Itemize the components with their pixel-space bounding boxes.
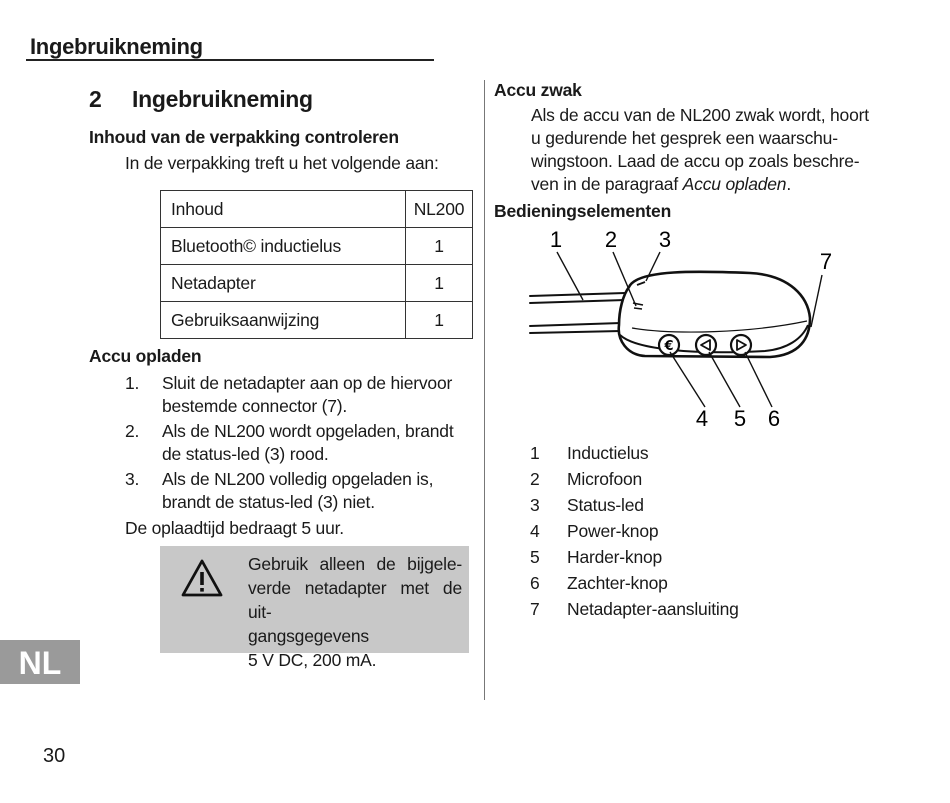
list-item xyxy=(530,521,739,547)
section-title: Ingebruikneming xyxy=(132,86,313,112)
legend-label: Power-knop xyxy=(567,521,659,541)
legend-label: Microfoon xyxy=(567,469,643,489)
legend-number: 4 xyxy=(530,521,540,541)
cross-reference: Accu opladen xyxy=(682,174,787,194)
legend-label: Netadapter-aansluiting xyxy=(567,599,739,619)
callout-label: 1 xyxy=(549,227,563,252)
warning-line: Gebruik alleen de bijgele- xyxy=(248,554,462,574)
battery-low-heading: Accu zwak xyxy=(494,80,582,100)
step-number: 1. xyxy=(125,373,140,393)
contents-intro: In de verpakking treft u het volgende aan: xyxy=(125,153,439,173)
legend-label: Zachter-knop xyxy=(567,573,668,593)
table-cell-qty: 1 xyxy=(406,265,473,302)
warning-line: gangsgegevens xyxy=(248,626,369,646)
callout-label: 2 xyxy=(604,227,618,252)
table-cell-qty: 1 xyxy=(406,302,473,339)
table-row xyxy=(161,265,473,302)
list-item xyxy=(530,443,739,469)
section-number: 2 xyxy=(89,86,102,112)
paragraph-line: Als de accu van de NL200 zwak wordt, hoort xyxy=(531,105,869,125)
callout-label: 3 xyxy=(658,227,672,252)
induction-loop-cable xyxy=(530,293,625,333)
table-cell-qty: 1 xyxy=(406,228,473,265)
list-item xyxy=(125,468,465,514)
legend-number: 5 xyxy=(530,547,540,567)
paragraph-line xyxy=(531,173,891,196)
step-number: 3. xyxy=(125,469,140,489)
legend-label: Status-led xyxy=(567,495,644,515)
step-line: Als de NL200 wordt opgeladen, brandt xyxy=(162,421,454,441)
table-cell-item: Gebruiksaanwijzing xyxy=(161,302,406,339)
list-item xyxy=(530,599,739,625)
column-divider xyxy=(484,80,485,700)
power-button xyxy=(659,335,679,355)
legend-label: Harder-knop xyxy=(567,547,663,567)
list-item xyxy=(530,573,739,599)
device-diagram xyxy=(525,225,845,435)
warning-line: verde netadapter met de uit- xyxy=(248,578,462,622)
controls-legend xyxy=(530,443,739,625)
table-header-cell: NL200 xyxy=(406,191,473,228)
table-row xyxy=(161,302,473,339)
legend-label: Inductielus xyxy=(567,443,649,463)
text-span: ven in de paragraaf xyxy=(531,174,683,194)
warning-triangle-icon xyxy=(180,558,224,598)
warning-text xyxy=(248,552,462,672)
callout-label: 6 xyxy=(767,406,781,431)
callout-label: 7 xyxy=(819,249,833,274)
list-item xyxy=(530,495,739,521)
legend-number: 2 xyxy=(530,469,540,489)
callout-label: 5 xyxy=(733,406,747,431)
paragraph-line: wingstoon. Laad de accu op zoals beschre- xyxy=(531,151,860,171)
charging-duration: De oplaadtijd bedraagt 5 uur. xyxy=(125,518,344,538)
table-row xyxy=(161,228,473,265)
list-item xyxy=(125,420,465,466)
contents-heading: Inhoud van de verpakking controleren xyxy=(89,127,399,147)
charging-heading: Accu opladen xyxy=(89,346,202,366)
table-cell-item: Bluetooth© inductielus xyxy=(161,228,406,265)
step-text xyxy=(162,372,452,418)
table-header-row xyxy=(161,191,473,228)
controls-heading: Bedieningselementen xyxy=(494,201,672,221)
step-line: de status-led (3) rood. xyxy=(162,444,329,464)
list-item xyxy=(125,372,465,418)
volume-up-button xyxy=(696,335,716,355)
paragraph-line: u gedurende het gesprek een waarschu- xyxy=(531,128,838,148)
running-header: Ingebruikneming xyxy=(30,34,203,59)
legend-number: 7 xyxy=(530,599,540,619)
step-line: bestemde connector (7). xyxy=(162,396,348,416)
text-span: . xyxy=(786,174,791,194)
table-header-cell: Inhoud xyxy=(161,191,406,228)
language-tab: NL xyxy=(0,640,80,684)
header-rule xyxy=(26,59,434,61)
callout-label: 4 xyxy=(695,406,709,431)
step-line: Als de NL200 volledig opgeladen is, xyxy=(162,469,434,489)
legend-number: 3 xyxy=(530,495,540,515)
battery-low-text xyxy=(531,104,891,196)
step-number: 2. xyxy=(125,421,140,441)
page-number: 30 xyxy=(43,745,66,767)
warning-line: 5 V DC, 200 mA. xyxy=(248,650,377,670)
legend-number: 6 xyxy=(530,573,540,593)
warning-box xyxy=(160,546,469,670)
svg-text:€: € xyxy=(664,339,674,354)
step-text xyxy=(162,420,453,466)
step-line: brandt de status-led (3) niet. xyxy=(162,492,375,512)
step-text xyxy=(162,468,433,514)
charging-steps xyxy=(125,372,465,516)
volume-down-button xyxy=(731,335,751,355)
package-contents-table xyxy=(160,190,473,339)
list-item xyxy=(530,469,739,495)
list-item xyxy=(530,547,739,573)
table-cell-item: Netadapter xyxy=(161,265,406,302)
step-line: Sluit de netadapter aan op de hiervoor xyxy=(162,373,453,393)
legend-number: 1 xyxy=(530,443,540,463)
